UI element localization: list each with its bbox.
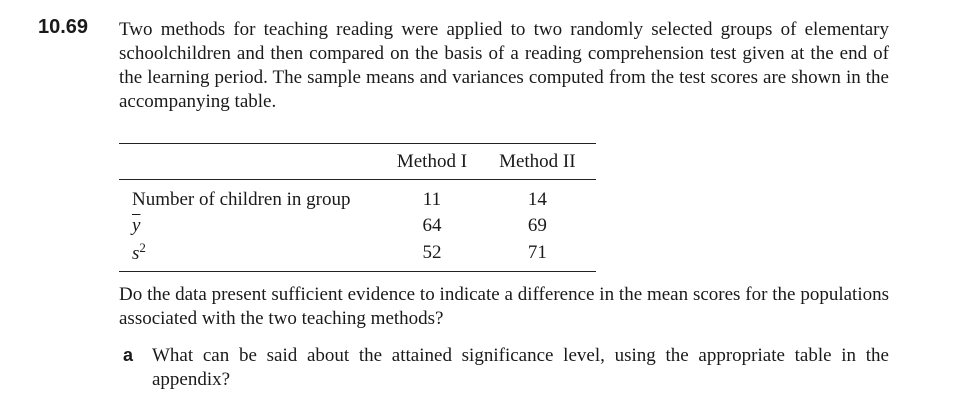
table-header-method-1: Method I	[385, 144, 478, 180]
part-letter-a: a	[123, 345, 134, 365]
cell-method-1-group-size: 11	[422, 189, 442, 210]
ybar-symbol: $\overline{y}$	[132, 215, 141, 236]
variance-symbol-base: s	[132, 243, 140, 264]
problem-statement: Two methods for teaching reading were applied to two randomly selected groups of elementary schoolchildren and then compared on the basis of a reading comprehension test given at the end of the learning period. The sample means and variances computed from the test scores are shown in the accompanying table.	[119, 19, 889, 112]
variance-symbol-exponent: 2	[139, 240, 146, 255]
cell-method-2-group-size: 14	[527, 189, 547, 210]
row-label-mean	[119, 213, 385, 239]
table-row	[119, 239, 596, 272]
table-header-row	[119, 144, 596, 180]
variance-symbol	[132, 240, 146, 264]
data-table	[119, 143, 596, 272]
part-text-a: What can be said about the attained significance level, using the appropriate table in the appendix?	[152, 345, 889, 390]
table-row	[119, 180, 596, 214]
problem-number: 10.69	[38, 16, 89, 38]
table-row	[119, 213, 596, 239]
cell-method-2-variance: 71	[479, 239, 596, 272]
cell-method-1-mean: 64	[422, 215, 442, 236]
question-text: Do the data present sufficient evidence to indicate a difference in the mean scores for the populations associated with the two teaching methods?	[119, 284, 889, 329]
row-label-group-size: Number of children in group	[132, 189, 351, 210]
cell-method-1-variance: 52	[385, 239, 478, 272]
cell-method-2-mean: 69	[527, 215, 547, 236]
table-header-empty	[119, 144, 385, 180]
table-header-method-2: Method II	[479, 144, 596, 180]
row-label-variance	[119, 239, 385, 272]
